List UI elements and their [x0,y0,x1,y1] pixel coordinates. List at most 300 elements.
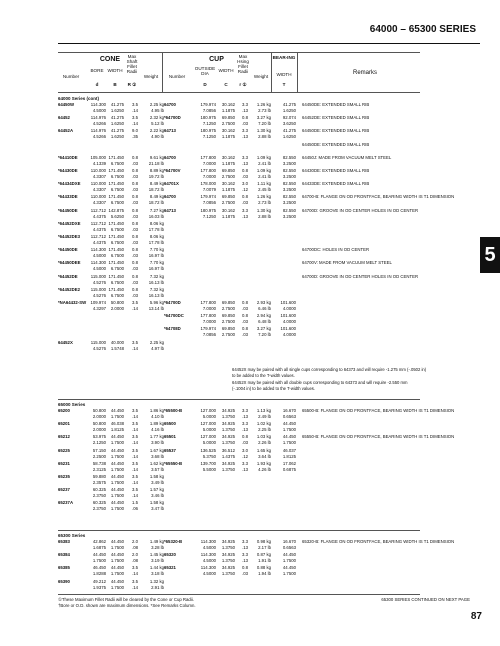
table-row [58,461,480,474]
bore-cell: 2.3125 [92,466,106,472]
bwidth-cell: 101.600 [280,300,296,305]
od-cell: 4.5000 [202,558,216,564]
width-cell: 171.450 [108,247,124,253]
weight-cell: 19.72 lb [148,174,164,179]
cone-part-number: 64452A [58,128,74,134]
cradius-cell: 3.3 [242,421,248,427]
width-cell: 44.450 [110,447,124,453]
width-cell: 171.450 [108,273,124,279]
cone-part-number: 64452X [58,339,73,345]
radius-cell: .03 [132,213,138,219]
bore-header: BORE [90,68,104,73]
cwidth-cell: 34.925 [221,460,235,466]
weight-cell: 8.89 kg [149,168,164,173]
cweight-cell: 1.09 kg [256,168,271,173]
cweight-cell: 1.13 kg [256,408,271,413]
bwidth-cell: 0.6563 [282,545,296,550]
weight-cell: 18.72 lb [148,187,164,193]
weight-cell: 3.57 lb [151,466,164,472]
radius-cell: .14 [132,493,138,499]
cradius-cell: 3.3 [242,102,248,107]
weight-cell: 8.49 kg [149,194,164,200]
od-cell: 127.000 [200,421,216,427]
table-row [58,313,480,326]
cup-part-number: *65500-B [164,408,183,413]
cup-part-number: *65320-B [164,539,183,544]
radius-cell: 2.0 [132,539,138,544]
od-cell: 7.0856 [202,332,216,338]
cup-weight-header: Weight [253,74,269,79]
weight-cell: 13.14 lb [148,306,164,311]
cup-part-number: 64700 [164,154,176,160]
od-cell: 180.975 [200,128,216,134]
cwidth-cell: 1.1875 [221,213,235,219]
cwidth-cell: 1.3750 [221,440,235,446]
cwidth-cell: 69.850 [221,313,235,319]
cweight-cell: 1.26 kg [256,194,271,200]
section-rule [58,530,420,531]
bore-cell: 4.5266 [92,134,106,140]
cone-part-number: *64452DE2 [58,286,80,292]
cradius-cell: .12 [242,453,248,459]
bore-cell: 53.975 [92,434,106,440]
bearing-header: BEAR-ING [272,55,296,60]
cone-part-number: *NA64432-SW [58,300,87,305]
bwidth-cell: 16.670 [282,539,296,544]
table-row [58,194,480,207]
continued-note: 65300 SERIES CONTINUED ON NEXT PAGE [381,597,470,602]
radius-cell: .14 [132,414,138,419]
weight-cell: 16.13 lb [148,292,164,298]
footnote-radii: ①These Maximum Fillet Radii will be cleared by the Cone or Cup Radii. [58,597,194,602]
weight-cell: 3.18 lb [151,571,164,577]
bore-cell: 4.3307 [92,200,106,206]
remark-cell: 64700DC: HOLES IN OD CENTER [302,247,370,253]
width-cell: 44.450 [110,578,124,584]
remark-cell: 64700V: MADE FROM VACUUM MELT STEEL [302,260,392,266]
weight-cell: 1.57 kg [149,487,164,493]
bore-cell: 4.5276 [92,345,106,351]
weight-cell: 5.96 kg [149,300,164,305]
note-line-2: to be added to the T-width values. [232,373,295,378]
cone-width-header: WIDTH [107,68,123,73]
bore-cell: 110.000 [90,168,106,173]
cup-heading: CUP [209,56,224,63]
cup-width-symbol: C [224,82,228,87]
cweight-cell: 6.48 lb [258,319,271,325]
od-cell: 114.300 [200,565,216,571]
od-header: OUTSIDE DIA [194,66,216,76]
cwidth-cell: 30.162 [221,154,235,160]
bore-cell: 115.000 [90,339,106,345]
radius-cell: 0.8 [132,273,138,279]
width-cell: 1.7500 [110,414,124,419]
cwidth-cell: 2.7500 [221,306,235,311]
cwidth-cell: 1.3750 [221,558,235,564]
weight-cell: 4.90 lb [151,134,164,140]
width-cell: 1.7500 [110,466,124,472]
cradius-cell: .13 [242,466,248,472]
weight-cell: 1.45 kg [149,552,164,558]
bwidth-cell: 41.275 [282,128,296,134]
cweight-cell: 2.88 lb [258,213,271,219]
cradius-cell: 0.8 [242,300,248,305]
cweight-cell: 0.87 kg [256,552,271,558]
cwidth-cell: 1.1875 [221,187,235,193]
table-row [58,274,480,287]
od-cell: 114.300 [200,539,216,544]
width-cell: 142.875 [108,207,124,213]
cwidth-cell: 36.512 [221,447,235,453]
od-cell: 139.700 [200,460,216,466]
weight-cell: 2.25 kg [149,102,164,107]
remark-cell: 64433DE: EXTENDED SMALL RIB [302,181,370,187]
bore-symbol: d [95,82,99,87]
weight-cell: 7.32 kg [149,273,164,279]
width-cell: 6.7500 [110,174,124,179]
od-cell: 5.0000 [202,414,216,419]
table-row [58,128,480,141]
weight-cell: 2.32 kg [149,115,164,121]
table-row [58,421,480,434]
bearing-symbol: T [282,82,286,87]
weight-cell: 21.18 lb [148,160,164,166]
cweight-cell: 2.41 lb [258,174,271,179]
radius-cell: 3.5 [132,102,138,107]
bore-cell: 4.4375 [92,226,106,232]
cradius-cell: .13 [242,134,248,140]
weight-cell: 7.32 kg [149,286,164,292]
bwidth-cell: 82.550 [282,194,296,200]
od-cell: 114.300 [200,552,216,558]
width-cell: 6.7500 [110,200,124,206]
bwidth-cell: 101.600 [280,326,296,332]
radius-cell: .14 [132,453,138,459]
width-cell: 40.000 [110,339,124,345]
cweight-cell: 2.88 lb [258,134,271,140]
note-line-1: 64452X may be paired with all single cups corresponding to 64373 and will require -1.275 mm (-.0502 in) [232,367,427,372]
cone-part-number: 65225 [58,447,70,453]
width-cell: 171.450 [108,194,124,200]
bwidth-cell: 44.450 [282,421,296,427]
bore-cell: 4.5266 [92,121,106,127]
radius-cell: .14 [132,571,138,577]
footnote-bore: †Bore or O.D. shown are maximum dimensions. *See Remarks Column. [58,603,196,608]
bwidth-cell: 16.670 [282,408,296,413]
bore-cell: 114.976 [90,115,106,121]
bwidth-cell: 1.6250 [282,108,296,113]
bore-cell: 4.4375 [92,240,106,245]
cup-part-number: 65500 [164,421,176,427]
cone-part-number: 65385 [58,565,70,571]
cwidth-cell: 1.3750 [221,466,235,472]
cwidth-cell: 1.3750 [221,427,235,433]
weight-cell: 18.72 lb [148,200,164,206]
table-row [58,155,480,168]
bwidth-cell: 82.550 [282,181,296,187]
width-cell: 6.7500 [110,266,124,272]
bore-cell: 110.000 [90,194,106,200]
width-cell: 1.6250 [110,121,124,127]
cradius-cell: 0.8 [242,326,248,332]
cup-part-number: 64713 [164,207,176,213]
cweight-cell: 2.49 lb [258,414,271,419]
cweight-cell: 1.02 kg [256,421,271,427]
table-row [58,115,480,128]
table-row [58,142,480,155]
cweight-cell: 1.93 kg [256,460,271,466]
cone-part-number: 65235 [58,474,70,479]
cone-part-number: 65212 [58,434,70,440]
note-line-4: (-.1004 in) to be added to the T-width values. [232,386,316,391]
weight-cell: 4.95 lb [151,108,164,113]
cwidth-cell: 2.7500 [221,174,235,179]
od-cell: 7.0856 [202,200,216,206]
od-cell: 180.975 [200,207,216,213]
bwidth-cell: 1.7500 [282,427,296,433]
cradius-cell: .03 [242,121,248,127]
cweight-cell: 2.17 lb [258,545,271,550]
radius-cell: 3.5 [132,565,138,571]
cup-part-number: 64700 [164,102,176,107]
width-cell: 1.7500 [110,506,124,512]
radius-cell: 1.5 [132,500,138,506]
cwidth-cell: 1.1875 [221,160,235,166]
width-cell: 41.275 [110,128,124,134]
cweight-cell: 1.94 lb [258,571,271,577]
bearing-width-header: WIDTH [276,72,292,77]
table-row [58,434,480,447]
width-cell: 171.450 [108,154,124,160]
cup-part-number: 64713 [164,128,176,134]
cone-part-number: 64452 [58,115,70,121]
cradius-cell: 0.8 [242,565,248,571]
cone-part-number: 64450W [58,102,75,107]
bore-cell: 4.4375 [92,213,106,219]
cradius-cell: 0.8 [242,434,248,440]
width-cell: 44.450 [110,460,124,466]
cwidth-cell: 1.4375 [221,453,235,459]
radius-cell: 0.8 [132,247,138,253]
cradius-cell: .13 [242,108,248,113]
weight-cell: 17.78 lb [148,240,164,245]
cone-part-number: *64450DE [58,207,78,213]
width-cell: 1.7500 [110,545,124,550]
remark-cell: 64452DE: EXTENDED SMALL RIB [302,115,370,121]
cwidth-cell: 34.925 [221,434,235,440]
od-cell: 7.0079 [202,187,216,193]
radius-cell: 0.8 [132,168,138,173]
cweight-cell: 1.09 kg [256,154,271,160]
width-cell: 44.450 [110,474,124,479]
weight-cell: 1.89 kg [149,421,164,427]
remark-cell: 64450DE: EXTENDED SMALL RIB [302,141,370,147]
table-row [58,181,480,194]
weight-cell: 4.16 lb [151,427,164,433]
radius-cell: 3.5 [132,487,138,493]
cweight-cell: 0.98 kg [256,539,271,544]
series-title: 64000 – 65300 SERIES [369,24,476,35]
bwidth-cell: 0.6875 [282,466,296,472]
bore-cell: 1.9375 [92,584,106,590]
page-number: 87 [470,611,482,622]
cweight-cell: 1.30 kg [256,128,271,134]
weight-cell: 8.49 kg [149,181,164,187]
bore-cell: 112.712 [90,207,106,213]
cup-part-number: 65321 [164,565,176,571]
cup-part-number: 65501 [164,434,176,440]
weight-cell: 1.49 kg [149,539,164,544]
remarks-header: Remarks [352,70,377,76]
radius-cell: 0.8 [132,234,138,239]
remark-cell: 64430DE: EXTENDED SMALL RIB [302,168,370,173]
bwidth-cell: 3.2500 [282,160,296,166]
od-cell: 7.1250 [202,121,216,127]
bore-cell: 110.000 [90,181,106,187]
bore-cell: 112.712 [90,220,106,226]
bore-cell: 114.300 [90,102,106,107]
bore-cell: 112.712 [90,234,106,239]
bwidth-cell: 1.7500 [282,558,296,564]
cradius-cell: 3.0 [242,181,248,187]
weight-cell: 3.46 lb [151,493,164,499]
width-cell: 6.7500 [110,253,124,259]
bore-cell: 4.5000 [92,266,106,272]
table-row [58,260,480,273]
radius-cell: .03 [132,174,138,179]
weight-cell: 8.06 kg [149,234,164,239]
table-row [58,579,480,592]
radius-cell: 3.5 [132,447,138,453]
radius-cell: 0.8 [132,194,138,200]
od-cell: 177.800 [200,300,216,305]
bore-cell: 105.000 [90,154,106,160]
radius-cell: .03 [132,200,138,206]
table-row [58,565,480,578]
od-cell: 179.974 [200,194,216,200]
remark-cell: 64450DE: EXTENDED SMALL RIB [302,128,370,134]
radius-cell: 3.5 [132,578,138,584]
cweight-cell: 1.26 kg [256,102,271,107]
cwidth-cell: 1.1875 [221,134,235,140]
weight-cell: 1.77 kg [149,434,164,440]
bore-cell: 4.3297 [92,306,106,311]
remark-cell: 65550-B: FLANGE ON OD FRONTFACE, BEARING WIDTH IS T1 DIMENSION [302,434,455,440]
cwidth-cell: 34.925 [221,408,235,413]
bwidth-cell: 3.2500 [282,187,296,193]
bwidth-cell: 44.450 [282,565,296,571]
cradius-cell: .13 [242,427,248,433]
width-cell: 44.450 [110,408,124,413]
remark-cell: 65500-B: FLANGE ON OD FRONTFACE, BEARING WIDTH IS T1 DIMENSION [302,408,455,413]
width-cell: 1.7500 [110,558,124,564]
width-cell: 6.7500 [110,292,124,298]
radius-cell: 3.5 [132,115,138,121]
cradius-cell: 3.3 [242,552,248,558]
bwidth-cell: 3.6250 [282,121,296,127]
od-cell: 4.5000 [202,571,216,577]
header-rule [58,43,480,44]
cone-part-number: 65237 [58,487,70,493]
cwidth-cell: 69.850 [221,300,235,305]
od-cell: 177.800 [200,313,216,319]
width-cell: 171.450 [108,260,124,266]
weight-cell: 16.97 lb [148,266,164,272]
radius-cell: .03 [132,266,138,272]
weight-cell: 4.10 lb [151,414,164,419]
cwidth-cell: 1.3750 [221,571,235,577]
bore-cell: 57.150 [92,447,106,453]
cwidth-cell: 34.925 [221,552,235,558]
weight-cell: 3.68 lb [151,453,164,459]
cweight-cell: 2.25 lb [258,427,271,433]
od-cell: 136.525 [200,447,216,453]
cup-part-number: *64700D [164,115,181,121]
width-cell: 44.450 [110,487,124,493]
radius-cell: 3.5 [132,408,138,413]
cwidth-cell: 2.7500 [221,319,235,325]
cradius-cell: 0.8 [242,313,248,319]
note-line-3: 64452X may be paired with all double cups corresponding to 64373 and will require -2.550 mm [232,380,408,385]
bore-cell: 50.800 [92,408,106,413]
cweight-cell: 1.03 kg [256,434,271,440]
bore-cell: 2.0000 [92,414,106,419]
radius-cell: .14 [132,466,138,472]
cone-radius-header: Max Shaft Fillet Radii [126,54,138,74]
table-row [58,474,480,487]
table-row [58,326,480,339]
cone-part-number: *64433DE [58,194,78,200]
weight-cell: 16.13 lb [148,279,164,285]
radius-cell: .14 [132,427,138,433]
width-cell: 1.7500 [110,440,124,446]
bwidth-cell: 3.2500 [282,174,296,179]
weight-cell: 4.97 lb [151,345,164,351]
radius-cell: 3.5 [132,460,138,466]
bwidth-cell: 3.2500 [282,200,296,206]
weight-cell: 1.67 kg [149,447,164,453]
bore-cell: 60.325 [92,500,106,506]
cone-width-symbol: B [113,82,117,87]
cone-part-number: *64452DE3 [58,234,80,239]
width-cell: 1.6250 [110,108,124,113]
radius-cell: .03 [132,226,138,232]
width-cell: 1.5748 [110,345,124,351]
cweight-cell: 2.73 lb [258,108,271,113]
cradius-cell: .13 [242,545,248,550]
cwidth-cell: 30.162 [221,128,235,134]
cwidth-cell: 69.850 [221,168,235,173]
cone-part-number: 65231 [58,460,70,466]
width-cell: 171.450 [108,168,124,173]
cup-part-number: *64700D [164,300,181,305]
radius-cell: .03 [132,279,138,285]
od-cell: 178.000 [200,181,216,187]
weight-cell: 1.62 kg [149,460,164,466]
cwidth-cell: 69.850 [221,115,235,121]
radius-cell: .14 [132,108,138,113]
od-cell: 5.0000 [202,427,216,433]
od-symbol: D [203,82,207,87]
radius-cell: 0.8 [132,154,138,160]
bore-cell: 59.880 [92,474,106,479]
cweight-cell: 7.20 lb [258,332,271,338]
weight-cell: 1.86 kg [149,408,164,413]
width-cell: 1.7500 [110,453,124,459]
cone-part-number: *64452DE [58,273,78,279]
weight-cell: 3.49 lb [151,480,164,485]
radius-cell: 0.8 [132,260,138,266]
